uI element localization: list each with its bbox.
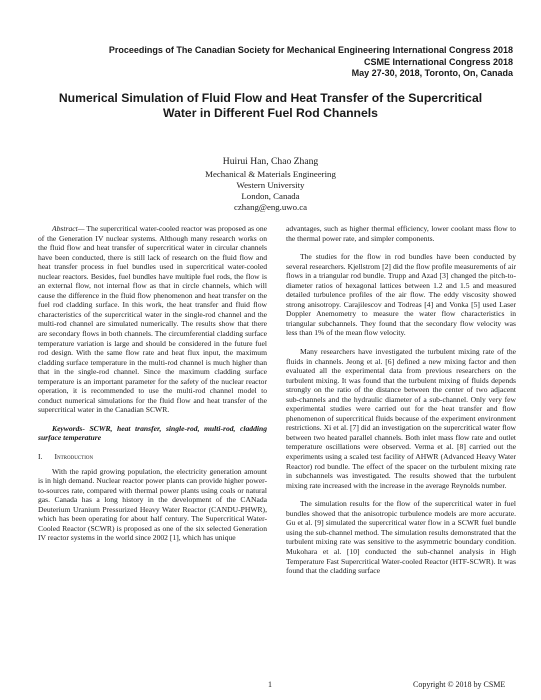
copyright-notice: Copyright © 2018 by CSME: [413, 680, 506, 689]
conference-proceedings: Proceedings of The Canadian Society for Mechanical Engineering International Congress 2018: [108, 45, 513, 55]
section-number: I.: [38, 452, 43, 462]
section-heading-introduction: [38, 452, 267, 462]
author-names: Huirui Han, Chao Zhang: [222, 156, 319, 167]
author-university: Western University: [236, 180, 305, 190]
paper-title: [35, 91, 506, 121]
conference-name: CSME International Congress 2018: [363, 56, 513, 67]
intro-paragraph: With the rapid growing population, the electricity generation amount is in high demand. Nuclear reactor power plants can provide higher power-to-sources rate, compared with thermal power plants using coals or natural gas. Canada has a long history in the development of the CANada Deuterium Uranium Pressurized Heavy Water Reactor (CANDU-PHWR), which has been operating for about half century. The Supercritical Water-Cooled Reactor (SCWR) is proposed as one of the six selected Generation IV reactor systems in the world since 2002 [1], which has unique: [38, 466, 267, 543]
page-number: 1: [268, 680, 272, 689]
conference-date-location: May 27-30, 2018, Toronto, On, Canada: [351, 68, 513, 78]
section-title: Introduction: [54, 452, 94, 462]
conference-header: [109, 45, 513, 80]
right-paragraph-2: The studies for the flow in rod bundles have been conducted by several researchers. Kjellstrom [2] did the flow profile measurements of air flows in a triangular rod bundle. Trupp and Azad [3] changed the pitch-to-diameter ratios of hexagonal lattices between 1.2 and 1.5 and measured detailed turbulence profiles of the air flow. The eddy viscosity showed strong anisotropy. Carajilescov and Todreas [4] and Vonka [5] used Laser Doppler Anemometry to measure the water flow characteristics in triangular subchannels. They found that the secondary flow velocity was less than 1% of the mean flow velocity.: [286, 252, 516, 338]
keywords-text: SCWR, heat transfer, single-rod, multi-rod, cladding surface temperature: [38, 423, 267, 443]
right-paragraph-4: The simulation results for the flow of the supercritical water in fuel bundles showed that the anisotropic turbulence models are more accurate. Gu et al. [9] simulated the supercritical water flow in a SCWR fuel bundle using the sub-channel method. The simulation results demonstrated that the turbulent mixing rate was sensitive to the asymmetric boundary condition. Mukohara et al. [10] conducted the sub-channel analysis in High Temperature Fast Supercritical Water-cooled Reactor (HTF-SCWR). It was found that the cladding surface: [286, 499, 516, 576]
author-city: London, Canada: [241, 191, 300, 201]
abstract: [38, 224, 267, 415]
author-block: [0, 156, 541, 213]
keywords-label: Keywords-: [52, 423, 85, 433]
right-column: [286, 224, 516, 576]
author-department: Mechanical & Materials Engineering: [205, 169, 336, 179]
right-paragraph-1: advantages, such as higher thermal efficiency, lower coolant mass flow to the thermal power rate, and simpler components.: [286, 224, 516, 243]
abstract-text: The supercritical water-cooled reactor was proposed as one of the Generation IV nuclear systems. Although many research works on the fluid flow and heat transfer of supercritical water in circular channels have been conducted, there is still lack of research on the fluid flow and heat transfer process in fuel bundles used in supercritical water-cooled nuclear reactors. Besides, fuel bundles have multiple fuel rods, the flow is an external flow, not internal flow as that in circle channels, which will cause the difference in the fluid flow phenomenon and heat transfer on the fuel rod cladding surface. In this work, the heat transfer and fluid flow characteristics of the supercritical water in the single-rod channel and the multi-rod channel are simulated numerically. The results show that there are secondary flows in both channels. The circumferential cladding surface temperature variation is large and should be considered in the future fuel rod design. With the same flow rate and heat flux input, the maximum cladding surface temperature in the multi-rod channel is much higher than that in the single-rod channel. Since the maximum cladding surface temperature is an important parameter for the safety of the nuclear reactor operation, it is recommended to use the multi-rod channel model to conduct numerical simulations for the fluid flow and heat transfer of the supercritical water in the Canadian SCWR.: [38, 224, 267, 415]
author-email: czhang@eng.uwo.ca: [233, 202, 308, 212]
left-column: [38, 224, 267, 543]
paper-title-line1: Numerical Simulation of Fluid Flow and Heat Transfer of the Supercritical: [58, 91, 483, 105]
right-paragraph-3: Many researchers have investigated the turbulent mixing rate of the fluids in channels. Jeong et al. [6] defined a new mixing factor and then evaluated all the experimental data from previous researchers on the turbulent mixing. It was found that the turbulent mixing of fluids depends strongly on the ratio of the distance between the center of two adjacent sub-channels and the hydraulic diameter of a sub-channel. Only very few experimental studies were carried out for the heat transfer and flow phenomenon of supercritical fluids because of the experiment environment restrictions. Xi et al. [7] did an investigation on the supercritical water flow between two heated parallel channels. Both inlet mass flow rate and outlet temperature oscillations were observed. Verma et al. [8] carried out the experiments using a scaled test facility of AHWR (Advanced Heavy Water Reactor) rod bundle. The effect of the spacer on the turbulent mixing rate in subchannels was investigated. The results showed that the turbulent mixing rate increased with the increase in the average Reynolds number.: [286, 347, 516, 490]
abstract-label: Abstract—: [52, 224, 85, 233]
keywords: [38, 424, 267, 443]
paper-title-line2: Water in Different Fuel Rod Channels: [163, 106, 378, 120]
